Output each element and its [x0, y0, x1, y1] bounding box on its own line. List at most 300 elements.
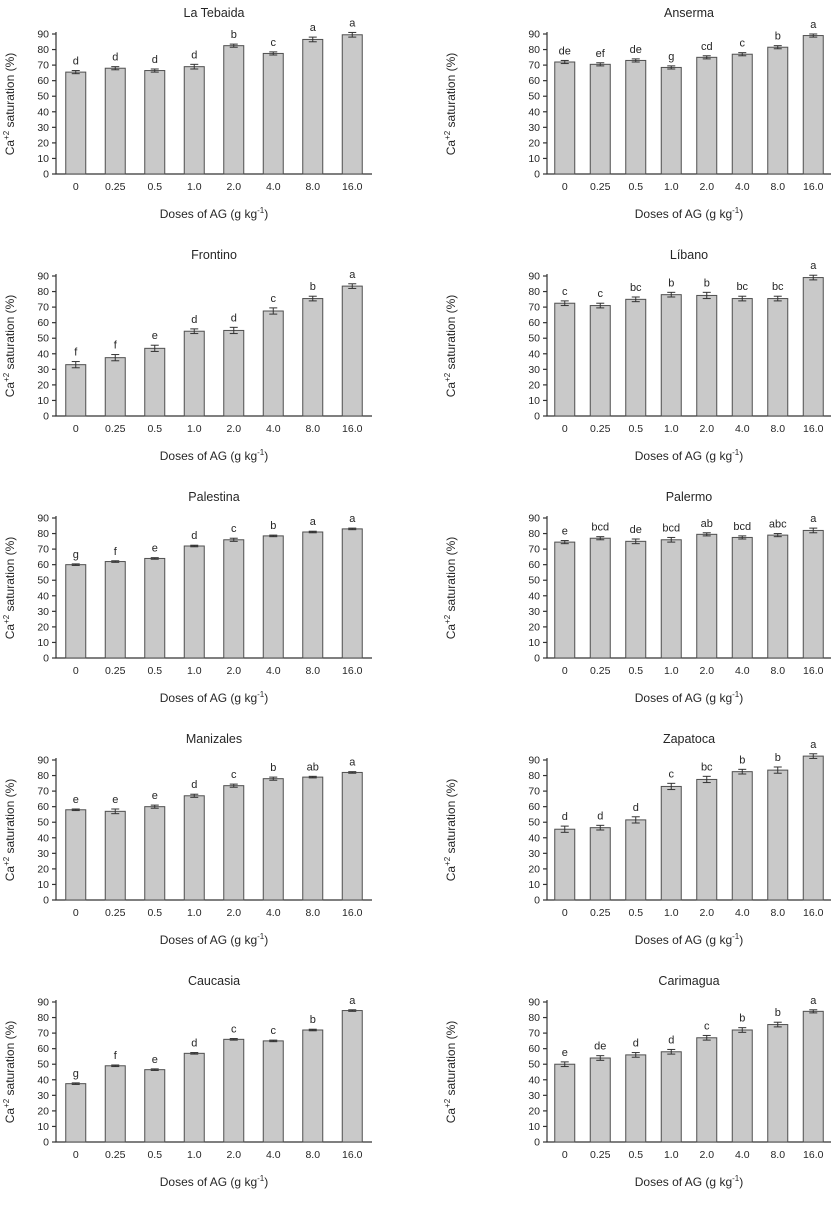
- x-tick-label: 2.0: [226, 423, 242, 435]
- significance-letter: de: [558, 45, 571, 58]
- y-tick-label: 40: [37, 1074, 49, 1087]
- y-tick-label: 0: [534, 410, 540, 423]
- x-tick-label: 0: [72, 423, 79, 435]
- x-tick-label: 1.0: [663, 181, 679, 193]
- chart-manizales: [0, 726, 419, 968]
- bar-chart-svg: [0, 968, 419, 1210]
- y-tick-label: 20: [528, 621, 540, 634]
- bar: [184, 796, 204, 900]
- y-tick-label: 70: [528, 543, 540, 556]
- significance-letter: abc: [768, 518, 787, 531]
- x-axis-label: Doses of AG (g $kg^{-1}$): [634, 690, 744, 705]
- bar: [342, 286, 362, 416]
- bar: [224, 46, 244, 174]
- bar: [697, 1038, 717, 1142]
- bar: [105, 811, 125, 900]
- bar: [303, 299, 323, 416]
- y-tick-label: 10: [37, 152, 49, 165]
- chart-title: Carimagua: [658, 974, 720, 988]
- significance-letter: g: [72, 1067, 79, 1080]
- x-tick-label: 8.0: [770, 1149, 786, 1161]
- bar: [803, 1011, 823, 1142]
- bar: [661, 786, 681, 900]
- bar: [626, 60, 646, 174]
- y-tick-label: 80: [528, 1012, 540, 1025]
- significance-letter: c: [231, 1023, 237, 1036]
- significance-letter: d: [632, 1037, 639, 1050]
- y-tick-label: 90: [528, 512, 540, 525]
- y-tick-label: 10: [37, 394, 49, 407]
- y-tick-label: 50: [37, 90, 49, 103]
- bar: [626, 541, 646, 658]
- y-tick-label: 60: [37, 317, 49, 330]
- significance-letter: c: [231, 769, 237, 782]
- bar: [224, 1039, 244, 1142]
- bar: [263, 53, 283, 174]
- y-tick-label: 80: [37, 528, 49, 541]
- chart-la-tebaida: [0, 0, 419, 242]
- y-tick-label: 10: [37, 636, 49, 649]
- y-tick-label: 50: [528, 332, 540, 345]
- x-tick-label: 8.0: [305, 907, 321, 919]
- significance-letter: b: [270, 520, 277, 533]
- x-tick-label: 16.0: [803, 1149, 824, 1161]
- significance-letter: e: [72, 794, 79, 806]
- x-tick-label: 0: [561, 907, 568, 919]
- x-tick-label: 16.0: [342, 665, 363, 677]
- bar: [803, 278, 823, 416]
- x-tick-label: 0.25: [105, 907, 126, 919]
- significance-letter: bc: [629, 282, 642, 294]
- chart-caucasia: [0, 968, 419, 1210]
- bar: [105, 68, 125, 174]
- significance-letter: bc: [700, 761, 713, 774]
- y-axis-label: $Ca^{+2}$ saturation (%): [443, 1020, 458, 1124]
- bar: [555, 1064, 575, 1142]
- bar: [66, 72, 86, 174]
- significance-letter: e: [151, 790, 158, 803]
- y-tick-label: 20: [37, 863, 49, 876]
- bar-chart-svg: [0, 0, 419, 242]
- x-tick-label: 0: [561, 423, 568, 435]
- bar: [145, 71, 165, 174]
- bar: [342, 772, 362, 900]
- x-tick-label: 0.5: [147, 181, 163, 193]
- bar: [732, 299, 752, 416]
- bar: [768, 1025, 788, 1142]
- significance-letter: ef: [595, 47, 605, 60]
- y-tick-label: 80: [37, 44, 49, 57]
- bar: [661, 1052, 681, 1142]
- x-tick-label: 1.0: [186, 423, 202, 435]
- chart-frontino: [0, 242, 419, 484]
- bar: [697, 534, 717, 658]
- bar: [105, 1066, 125, 1142]
- x-tick-label: 0.25: [590, 907, 611, 919]
- x-tick-label: 1.0: [663, 907, 679, 919]
- y-tick-label: 80: [528, 44, 540, 57]
- significance-letter: a: [309, 516, 316, 529]
- bar: [661, 67, 681, 174]
- y-tick-label: 0: [43, 1136, 49, 1149]
- bar: [555, 62, 575, 174]
- x-tick-label: 0.5: [628, 907, 644, 919]
- x-tick-label: 4.0: [734, 665, 750, 677]
- y-tick-label: 10: [528, 152, 540, 165]
- significance-letter: f: [113, 339, 117, 352]
- x-tick-label: 1.0: [186, 907, 202, 919]
- significance-letter: a: [810, 513, 817, 526]
- significance-letter: c: [270, 36, 276, 49]
- y-tick-label: 10: [528, 394, 540, 407]
- significance-letter: b: [270, 762, 277, 775]
- y-tick-label: 30: [37, 363, 49, 376]
- bar: [66, 810, 86, 900]
- x-tick-label: 2.0: [699, 907, 715, 919]
- x-axis-label: Doses of AG (g $kg^{-1}$): [159, 690, 269, 705]
- x-tick-label: 16.0: [342, 423, 363, 435]
- y-tick-label: 0: [534, 1136, 540, 1149]
- significance-letter: d: [151, 54, 158, 66]
- x-tick-label: 4.0: [734, 907, 750, 919]
- y-tick-label: 90: [528, 270, 540, 283]
- bar: [263, 311, 283, 416]
- bar: [303, 777, 323, 900]
- bar-chart-svg: [0, 484, 419, 726]
- y-tick-label: 30: [37, 121, 49, 134]
- x-tick-label: 8.0: [305, 423, 321, 435]
- y-tick-label: 40: [528, 348, 540, 361]
- chart-title: Frontino: [191, 248, 237, 262]
- y-tick-label: 90: [37, 996, 49, 1009]
- significance-letter: c: [231, 523, 237, 536]
- bar: [184, 331, 204, 416]
- chart-anserma: [419, 0, 839, 242]
- y-tick-label: 30: [528, 363, 540, 376]
- bar: [66, 365, 86, 416]
- y-tick-label: 40: [37, 832, 49, 845]
- significance-letter: bcd: [662, 522, 681, 535]
- x-tick-label: 1.0: [186, 665, 202, 677]
- x-tick-label: 2.0: [699, 181, 715, 193]
- y-tick-label: 20: [528, 137, 540, 150]
- x-tick-label: 8.0: [770, 665, 786, 677]
- y-tick-label: 20: [528, 1105, 540, 1118]
- x-tick-label: 4.0: [265, 665, 281, 677]
- significance-letter: e: [151, 1053, 158, 1066]
- y-tick-label: 80: [528, 770, 540, 783]
- x-tick-label: 0: [72, 1149, 79, 1161]
- y-tick-label: 20: [37, 137, 49, 150]
- y-tick-label: 40: [528, 1074, 540, 1087]
- bar: [590, 64, 610, 174]
- y-tick-label: 0: [534, 894, 540, 907]
- y-tick-label: 60: [528, 559, 540, 572]
- y-tick-label: 30: [528, 847, 540, 860]
- significance-letter: a: [349, 17, 356, 30]
- y-tick-label: 70: [528, 785, 540, 798]
- significance-letter: d: [191, 1037, 198, 1050]
- y-axis-label: $Ca^{+2}$ saturation (%): [443, 536, 458, 640]
- significance-letter: a: [349, 268, 356, 281]
- x-tick-label: 0.5: [147, 907, 163, 919]
- y-tick-label: 0: [43, 168, 49, 181]
- y-tick-label: 20: [37, 1105, 49, 1118]
- x-tick-label: 8.0: [305, 181, 321, 193]
- x-tick-label: 4.0: [265, 907, 281, 919]
- x-tick-label: 4.0: [734, 1149, 750, 1161]
- significance-letter: ab: [700, 517, 713, 530]
- y-tick-label: 10: [528, 878, 540, 891]
- significance-letter: d: [230, 312, 237, 325]
- y-tick-label: 20: [37, 621, 49, 634]
- bar: [803, 530, 823, 658]
- bar: [803, 756, 823, 900]
- chart-zapatoca: [419, 726, 839, 968]
- bar: [303, 1030, 323, 1142]
- bar: [555, 542, 575, 658]
- y-tick-label: 80: [37, 770, 49, 783]
- significance-letter: a: [349, 756, 356, 769]
- x-tick-label: 2.0: [226, 1149, 242, 1161]
- x-axis-label: Doses of AG (g $kg^{-1}$): [159, 448, 269, 463]
- significance-letter: d: [191, 530, 198, 543]
- y-tick-label: 90: [37, 754, 49, 767]
- bar: [590, 306, 610, 416]
- x-tick-label: 8.0: [770, 181, 786, 193]
- y-tick-label: 70: [528, 59, 540, 72]
- bar: [803, 36, 823, 174]
- bar: [66, 1084, 86, 1142]
- significance-letter: c: [739, 37, 745, 50]
- y-tick-label: 50: [528, 574, 540, 587]
- y-tick-label: 30: [37, 1089, 49, 1102]
- y-tick-label: 40: [528, 590, 540, 603]
- bar: [732, 537, 752, 658]
- significance-letter: bcd: [591, 521, 610, 534]
- significance-letter: bcd: [733, 520, 752, 533]
- x-tick-label: 0.5: [628, 1149, 644, 1161]
- significance-letter: g: [668, 50, 675, 63]
- y-tick-label: 20: [37, 379, 49, 392]
- x-axis-label: Doses of AG (g $kg^{-1}$): [159, 206, 269, 221]
- y-axis-label: $Ca^{+2}$ saturation (%): [2, 536, 17, 640]
- chart-title: Zapatoca: [662, 732, 716, 746]
- x-axis-label: Doses of AG (g $kg^{-1}$): [159, 932, 269, 947]
- y-tick-label: 60: [528, 1043, 540, 1056]
- y-tick-label: 50: [37, 574, 49, 587]
- bar: [555, 303, 575, 416]
- y-tick-label: 10: [37, 1120, 49, 1133]
- bar: [145, 348, 165, 416]
- significance-letter: e: [561, 1046, 568, 1059]
- bar: [555, 829, 575, 900]
- bar: [697, 295, 717, 416]
- x-tick-label: 8.0: [770, 423, 786, 435]
- bar: [184, 67, 204, 174]
- y-tick-label: 30: [528, 605, 540, 618]
- y-tick-label: 40: [528, 832, 540, 845]
- y-axis-label: $Ca^{+2}$ saturation (%): [2, 294, 17, 398]
- x-tick-label: 0.5: [147, 665, 163, 677]
- significance-letter: a: [349, 994, 356, 1007]
- x-tick-label: 16.0: [342, 1149, 363, 1161]
- x-tick-label: 2.0: [699, 665, 715, 677]
- x-tick-label: 0.25: [105, 665, 126, 677]
- significance-letter: c: [597, 288, 603, 301]
- x-tick-label: 2.0: [699, 1149, 715, 1161]
- significance-letter: d: [668, 1034, 675, 1047]
- significance-letter: f: [113, 545, 117, 558]
- y-tick-label: 0: [43, 894, 49, 907]
- x-tick-label: 2.0: [226, 665, 242, 677]
- significance-letter: ab: [306, 761, 319, 774]
- y-axis-label: $Ca^{+2}$ saturation (%): [2, 778, 17, 882]
- bar-chart-svg: [0, 726, 419, 968]
- y-tick-label: 90: [37, 270, 49, 283]
- bar: [184, 1053, 204, 1142]
- significance-letter: a: [810, 738, 817, 751]
- significance-letter: de: [629, 524, 642, 536]
- x-tick-label: 0: [561, 181, 568, 193]
- significance-letter: f: [113, 1050, 117, 1062]
- significance-letter: b: [774, 752, 781, 764]
- bar: [105, 562, 125, 658]
- x-axis-label: Doses of AG (g $kg^{-1}$): [634, 1174, 744, 1189]
- y-tick-label: 0: [43, 652, 49, 665]
- significance-letter: de: [594, 1040, 607, 1053]
- bar: [697, 779, 717, 900]
- bar-chart-svg: [419, 0, 838, 242]
- chart-title: Manizales: [185, 732, 243, 746]
- significance-letter: d: [632, 801, 639, 814]
- significance-letter: e: [151, 542, 158, 555]
- bar: [661, 295, 681, 416]
- y-tick-label: 90: [528, 754, 540, 767]
- y-tick-label: 70: [37, 785, 49, 798]
- x-tick-label: 16.0: [342, 181, 363, 193]
- x-tick-label: 0.5: [628, 181, 644, 193]
- x-tick-label: 0.25: [105, 181, 126, 193]
- x-tick-label: 2.0: [699, 423, 715, 435]
- significance-letter: b: [739, 754, 746, 767]
- x-tick-label: 16.0: [342, 907, 363, 919]
- y-tick-label: 0: [43, 410, 49, 423]
- chart-title: Palermo: [665, 490, 713, 504]
- significance-letter: d: [112, 51, 119, 64]
- bar: [590, 1058, 610, 1142]
- x-tick-label: 1.0: [663, 1149, 679, 1161]
- y-tick-label: 80: [37, 1012, 49, 1025]
- significance-letter: a: [810, 994, 817, 1007]
- chart-title: Palestina: [188, 490, 240, 504]
- bar: [768, 299, 788, 416]
- chart-palestina: [0, 484, 419, 726]
- bar: [145, 558, 165, 658]
- y-tick-label: 40: [37, 590, 49, 603]
- y-tick-label: 90: [37, 512, 49, 525]
- bar-chart-svg: [419, 484, 838, 726]
- bar: [224, 540, 244, 658]
- y-tick-label: 70: [37, 59, 49, 72]
- significance-letter: d: [191, 49, 198, 62]
- x-tick-label: 16.0: [803, 181, 824, 193]
- x-tick-label: 16.0: [803, 423, 824, 435]
- significance-letter: e: [561, 525, 568, 538]
- x-tick-label: 0.5: [628, 423, 644, 435]
- chart-carimagua: [419, 968, 839, 1210]
- x-tick-label: 0.5: [628, 665, 644, 677]
- x-tick-label: 1.0: [186, 1149, 202, 1161]
- chart-title: Líbano: [669, 248, 709, 262]
- significance-letter: e: [151, 330, 158, 343]
- chart-title: La Tebaida: [183, 6, 245, 20]
- significance-letter: c: [270, 292, 276, 305]
- bar: [303, 39, 323, 174]
- bar: [697, 57, 717, 174]
- y-tick-label: 70: [37, 301, 49, 314]
- y-tick-label: 60: [37, 559, 49, 572]
- significance-letter: d: [191, 313, 198, 326]
- chart-libano: [419, 242, 839, 484]
- x-tick-label: 8.0: [770, 907, 786, 919]
- x-tick-label: 2.0: [226, 181, 242, 193]
- x-tick-label: 1.0: [663, 665, 679, 677]
- bar: [263, 779, 283, 900]
- y-tick-label: 70: [37, 1027, 49, 1040]
- bar: [342, 529, 362, 658]
- significance-letter: c: [704, 1020, 710, 1033]
- significance-letter: b: [703, 277, 710, 290]
- chart-palermo: [419, 484, 839, 726]
- significance-letter: b: [309, 1014, 316, 1027]
- bar: [626, 1055, 646, 1142]
- bar: [263, 536, 283, 658]
- y-tick-label: 10: [528, 636, 540, 649]
- y-tick-label: 10: [528, 1120, 540, 1133]
- y-tick-label: 60: [528, 801, 540, 814]
- y-tick-label: 50: [528, 90, 540, 103]
- y-tick-label: 50: [528, 1058, 540, 1071]
- bar: [661, 540, 681, 658]
- y-tick-label: 90: [528, 28, 540, 41]
- x-tick-label: 4.0: [734, 181, 750, 193]
- significance-letter: d: [561, 811, 568, 824]
- x-tick-label: 4.0: [265, 1149, 281, 1161]
- x-tick-label: 0.25: [590, 1149, 611, 1161]
- bar: [732, 1030, 752, 1142]
- y-tick-label: 70: [528, 301, 540, 314]
- significance-letter: d: [72, 55, 79, 68]
- y-tick-label: 70: [528, 1027, 540, 1040]
- bar: [184, 546, 204, 658]
- bar: [263, 1041, 283, 1142]
- bar: [732, 772, 752, 900]
- bar-chart-svg: [419, 726, 838, 968]
- x-tick-label: 16.0: [803, 665, 824, 677]
- y-tick-label: 40: [528, 106, 540, 119]
- y-tick-label: 60: [528, 75, 540, 88]
- significance-letter: b: [739, 1012, 746, 1025]
- y-axis-label: $Ca^{+2}$ saturation (%): [2, 1020, 17, 1124]
- x-tick-label: 0.25: [590, 181, 611, 193]
- bar: [768, 535, 788, 658]
- x-tick-label: 8.0: [305, 665, 321, 677]
- x-tick-label: 2.0: [226, 907, 242, 919]
- significance-letter: b: [668, 277, 675, 290]
- significance-letter: g: [72, 548, 79, 561]
- bar: [224, 330, 244, 416]
